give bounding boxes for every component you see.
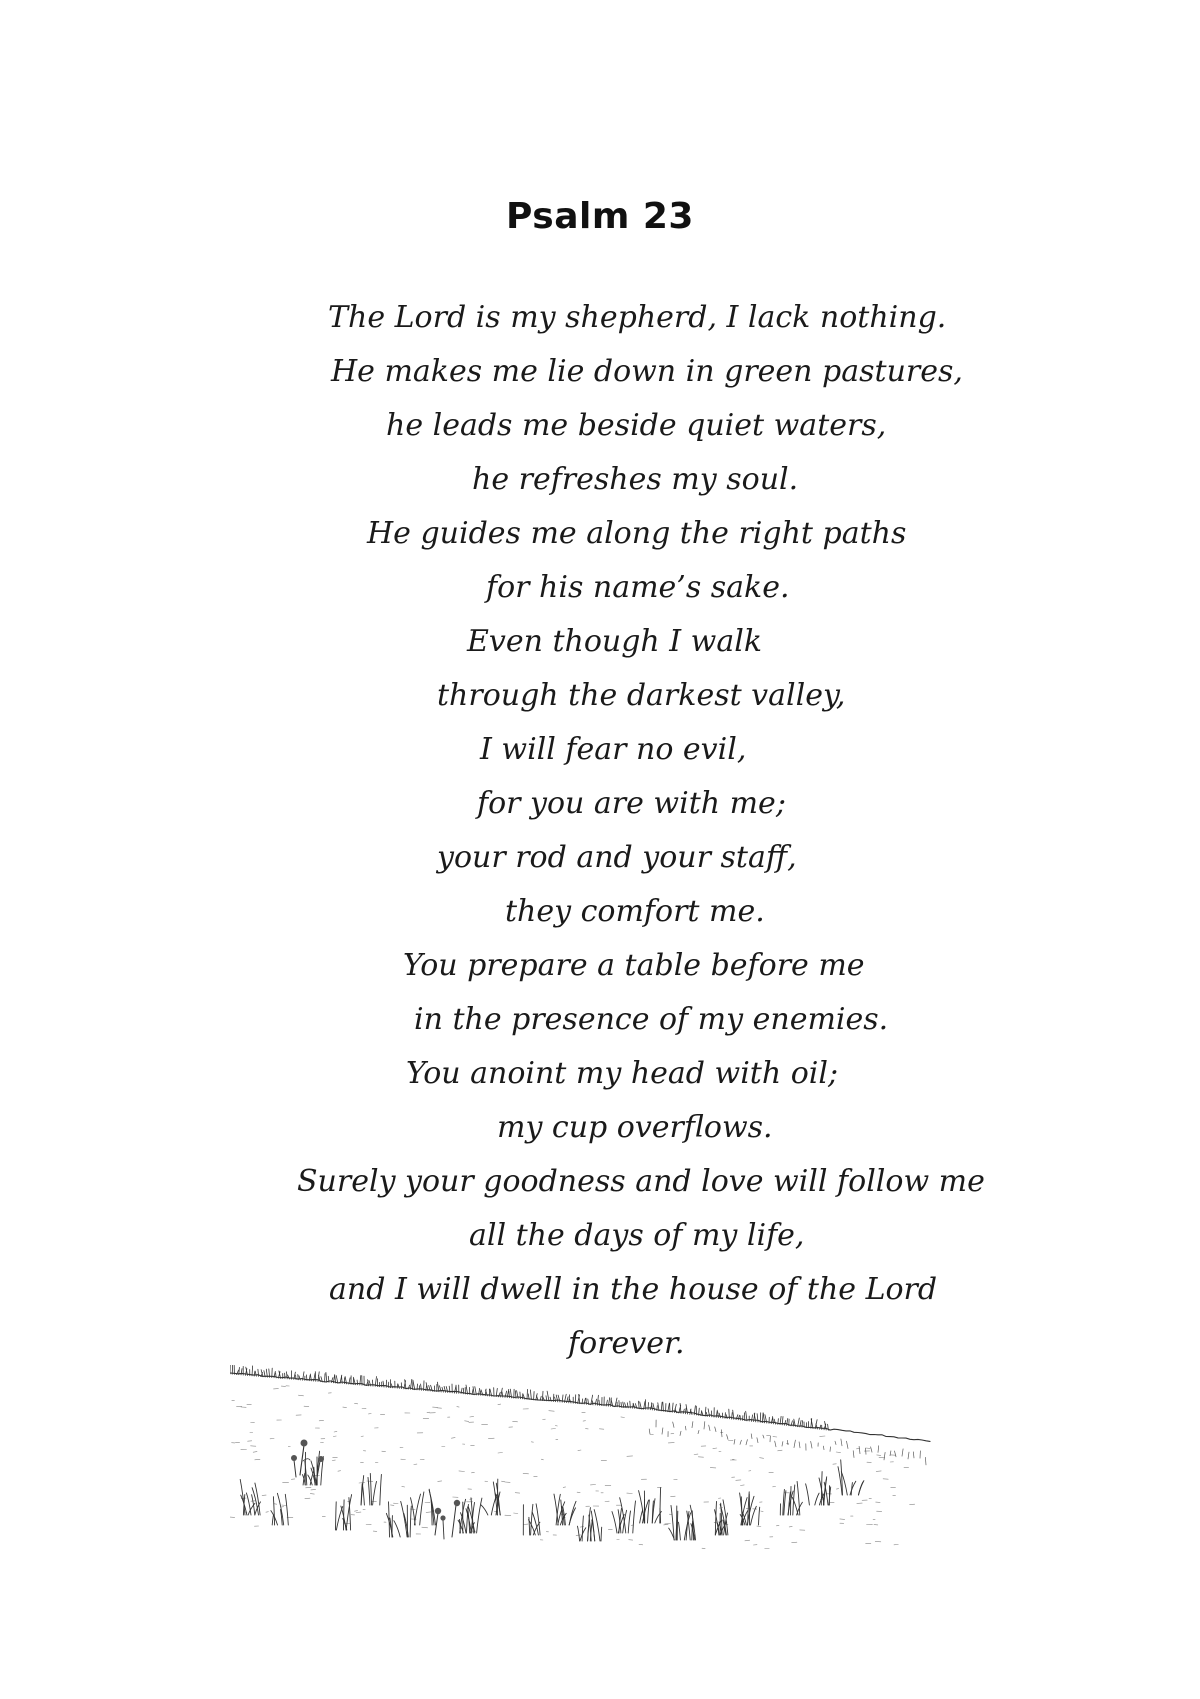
poem-line: he refreshes my soul.: [472, 462, 799, 497]
poem-line: Even though I walk: [467, 624, 763, 659]
poem-line: He guides me along the right paths: [367, 516, 907, 551]
poem-line: for his name’s sake.: [486, 570, 790, 605]
poem-line: You anoint my head with oil;: [406, 1056, 839, 1091]
meadow-grass-illustration: [230, 1365, 940, 1565]
poem-line: through the darkest valley,: [437, 678, 846, 713]
poem-line: forever.: [568, 1326, 685, 1361]
page-title: Psalm 23: [506, 196, 694, 237]
poem-line: in the presence of my enemies.: [414, 1002, 889, 1037]
poem-line: He makes me lie down in green pastures,: [331, 354, 963, 389]
poem-line: and I will dwell in the house of the Lord: [329, 1272, 938, 1307]
poem-line: You prepare a table before me: [403, 948, 865, 983]
poem-line: for you are with me;: [477, 786, 786, 821]
poem-line: Surely your goodness and love will follow me: [297, 1164, 985, 1199]
poem-line: they comfort me.: [505, 894, 765, 929]
poem-line: I will fear no evil,: [480, 732, 747, 767]
poem-line: all the days of my life,: [469, 1218, 805, 1253]
poem-line: your rod and your staff,: [437, 840, 797, 875]
poem-line: The Lord is my shepherd, I lack nothing.: [328, 300, 947, 335]
poem-line: he leads me beside quiet waters,: [386, 408, 887, 443]
poem-line: my cup overflows.: [497, 1110, 773, 1145]
